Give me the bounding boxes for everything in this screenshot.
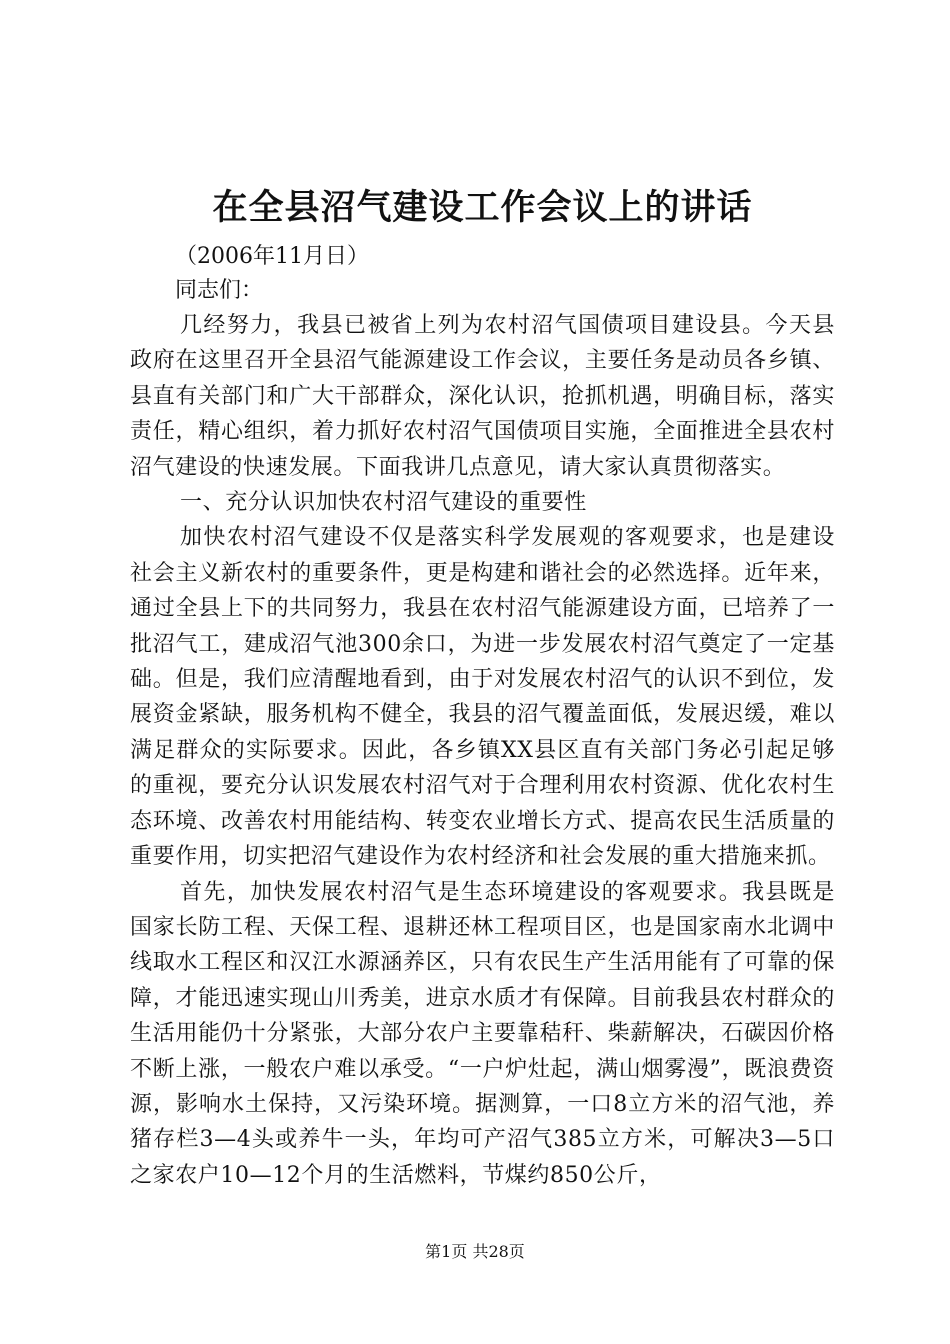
section-heading-1: 一、充分认识加快农村沼气建设的重要性	[180, 490, 587, 516]
speech-date: （2006年11月日）	[175, 244, 369, 269]
document-page	[130, 180, 835, 1193]
paragraph-intro: 几经努力，我县已被省上列为农村沼气国债项目建设县。今天县政府在这里召开全县沼气能源建设工作会议，主要任务是动员各乡镇、县直有关部门和广大干部群众，深化认识，抢抓机遇，明确目标，落实责任，精心组织，着力抓好农村沼气国债项目实施，全面推进全县农村沼气建设的快速发展。下面我讲几点意见，请大家认真贯彻落实。	[130, 313, 835, 480]
page-footer: 第1页 共28页	[425, 1242, 525, 1261]
salutation: 同志们：	[175, 278, 264, 303]
paragraph-importance: 加快农村沼气建设不仅是落实科学发展观的客观要求，也是建设社会主义新农村的重要条件，更是构建和谐社会的必然选择。近年来，通过全县上下的共同努力，我县在农村沼气能源建设方面，已培养了一批沼气工，建成沼气池300余口，为进一步发展农村沼气奠定了一定基础。但是，我们应清醒地看到，由于对发展农村沼气的认识不到位，发展资金紧缺，服务机构不健全，我县的沼气覆盖面低，发展迟缓，难以满足群众的实际要求。因此，各乡镇XX县区直有关部门务必引起足够的重视，要充分认识发展农村沼气对于合理利用农村资源、优化农村生态环境、改善农村用能结构、转变农业增长方式、提高农民生活质量的重要作用，切实把沼气建设作为农村经济和社会发展的重大措施来抓。	[130, 525, 835, 870]
document-title: 在全县沼气建设工作会议上的讲话	[212, 187, 753, 228]
paragraph-first-point: 首先，加快发展农村沼气是生态环境建设的客观要求。我县既是国家长防工程、天保工程、退耕还林工程项目区，也是国家南水北调中线取水工程区和汉江水源涵养区，只有农民生产生活用能有了可靠的保障，才能迅速实现山川秀美，进京水质才有保障。目前我县农村群众的生活用能仍十分紧张，大部分农户主要靠秸秆、柴薪解决，石碳因价格不断上涨，一般农户难以承受。“一户炉灶起，满山烟雾漫”，既浪费资源，影响水土保持，又污染环境。据测算，一口8立方米的沼气池，养猪存栏3—4头或养牛一头，年均可产沼气385立方米，可解决3—5口之家农户10—12个月的生活燃料，节煤约850公斤，	[130, 879, 835, 1188]
